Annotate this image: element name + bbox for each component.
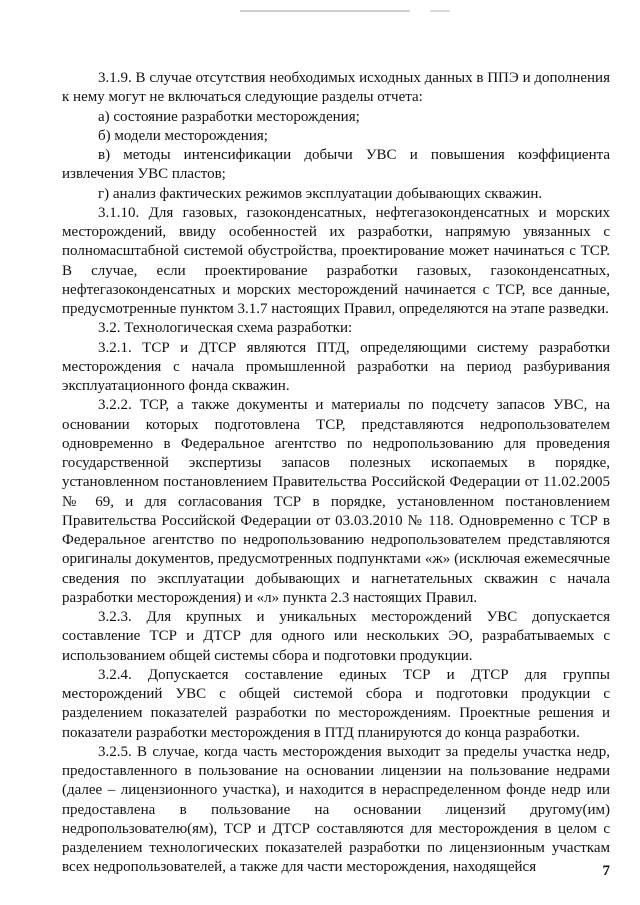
paragraph-3-1-9: 3.1.9. В случае отсутствия необходимых исходных данных в ППЭ и дополнения к нему могут не включаться следующие разделы отчета: (62, 70, 610, 106)
document-body (62, 69, 610, 878)
page-number: 7 (602, 863, 610, 879)
paragraph-3-2-5: 3.2.5. В случае, когда часть месторождения выходит за пределы участка недр, предоставленного в пользование на основании лицензии на пользование недрами (далее – лицензионного участка), и находится в нераспределенном фонде недр или предоставлена в пользование на основании лицензий другому(им) недропользователю(ям), ТСР и ДТСР составляются для месторождения в целом с разделением технологических показателей разработки по лицензионным участкам всех недропользователей, а также для части месторождения, находящейся (62, 743, 610, 876)
paragraph-3-2-3: 3.2.3. Для крупных и уникальных месторождений УВС допускается составление ТСР и ДТСР для одного или нескольких ЭО, разрабатываемых с использованием общей системы сбора и подготовки продукции. (62, 609, 610, 664)
paragraph-3-2-1: 3.2.1. ТСР и ДТСР являются ПТД, определяющими систему разработки месторождения с начала промышленной разработки на период разбуривания эксплуатационного фонда скважин. (62, 339, 610, 394)
paragraph-3-2-4: 3.2.4. Допускается составление единых ТСР и ДТСР для группы месторождений УВС с общей системой сбора и подготовки продукции с разделением показателей разработки по месторождениям. Проектные решения и показатели разработки месторождения в ПТД планируются до конца разработки. (62, 666, 610, 741)
scan-artifact (430, 10, 450, 12)
section-heading-3-2: 3.2. Технологическая схема разработки: (98, 320, 353, 337)
scan-artifact (240, 10, 410, 12)
paragraph-3-1-10: 3.1.10. Для газовых, газоконденсатных, нефтегазоконденсатных и морских месторождений, ввиду особенностей их разработки, напрямую увязанных с полномасштабной системой обустройства, проектирование может начинаться с ТСР. В случае, если проектирование разработки газовых, газоконденсатных, нефтегазоконденсатных и морских месторождений начинается с ТСР, все данные, предусмотренные пунктом 3.1.7 настоящих Правил, определяются на этапе разведки. (62, 204, 610, 317)
list-item-b: б) модели месторождения; (98, 127, 268, 144)
paragraph-3-2-2: 3.2.2. ТСР, а также документы и материалы по подсчету запасов УВС, на основании которых подготовлена ТСР, представляются недропользователем одновременно в Федеральное агентство по недропользованию для проведения государственной экспертизы запасов полезных ископаемых в порядке, установленном постановлением Правительства Российской Федерации от 11.02.2005 № 69, и для согласования ТСР в порядке, установленном постановлением Правительства Российской Федерации от 03.03.2010 № 118. Одновременно с ТСР в Федеральное агентство по недропользованию недропользователем представляются оригиналы документов, предусмотренных подпунктами «ж» (исключая ежемесячные сведения по эксплуатации добывающих и нагнетательных скважин с начала разработки месторождения) и «л» пункта 2.3 настоящих Правил. (62, 397, 610, 606)
list-item-g: г) анализ фактических режимов эксплуатации добывающих скважин. (98, 185, 543, 202)
list-item-v: в) методы интенсификации добычи УВС и повышения коэффициента извлечения УВС пластов; (62, 147, 610, 183)
list-item-a: а) состояние разработки месторождения; (98, 108, 360, 125)
